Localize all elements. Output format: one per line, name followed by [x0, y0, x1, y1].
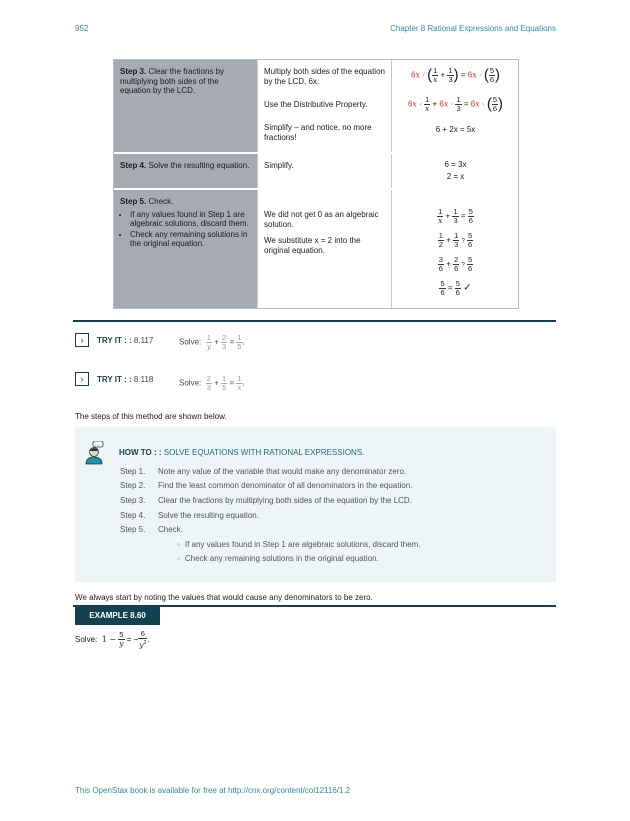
try-it-label-2: TRY IT : : 8.118	[97, 375, 154, 384]
step5-desc2: We substitute x = 2 into the original equation.	[264, 236, 361, 255]
try-it-problem-1: Solve: $\frac{1}{y}$ + $\frac{2}{3}$ = $\frac{1}{5}$ .	[179, 333, 245, 351]
step3-desc1: Multiply both sides of the equation by the LCD, 6x.	[264, 67, 385, 86]
step3-text: Clear the fractions by multiplying both sides of the equation by the LCD.	[120, 67, 225, 95]
chapter-title: Chapter 8 Rational Expressions and Equations	[390, 24, 556, 33]
try-it-label-1: TRY IT : : 8.117	[97, 336, 154, 345]
example-problem: Solve: 1 − $\frac{5}{y}$ = − $\frac{6}{y^2}$ .	[75, 629, 150, 650]
page-number: 952	[75, 24, 89, 33]
check-math2: $\frac{1}{2}$ + $\frac{1}{3}$ ? $\frac{5}{6}$	[438, 231, 473, 249]
how-to-bullet-1: ◦ If any values found in Step 1 are algebraic solutions, discard them.	[177, 540, 421, 549]
how-to-step-2: Step 2. Find the least common denominator of all denominators in the equation.	[120, 481, 413, 490]
step5-desc1: We did not get 0 as an algebraic solution.	[264, 210, 379, 229]
step4-desc: Simplify.	[264, 161, 294, 170]
step5-bullet-1: • If any values found in Step 1 are algebraic solutions, discard them.	[130, 210, 250, 229]
how-to-step-4: Step 4. Solve the resulting equation.	[120, 511, 259, 520]
step5-bullet-2: • Check any remaining solutions in the original equation.	[130, 230, 250, 249]
step3-label: Step 3.	[120, 67, 147, 76]
step3-desc3: Simplify – and notice, no more fractions!	[264, 123, 372, 142]
how-to-title: HOW TO : : SOLVE EQUATIONS WITH RATIONAL EXPRESSIONS.	[119, 448, 365, 457]
step4-label: Step 4.	[120, 161, 147, 170]
step3-math2: 6x · $\frac{1}{x}$ + 6x · $\frac{1}{3}$ = 6x · ( $\frac{5}{6}$ )	[407, 95, 504, 113]
step4-row	[114, 154, 518, 188]
step4-math2: 2 = x	[446, 172, 465, 181]
how-to-bullet-2: ◦ Check any remaining solutions in the original equation.	[177, 554, 379, 563]
step5-row	[114, 190, 518, 308]
step5-label: Step 5.	[120, 197, 147, 206]
check-math1: $\frac{1}{x}$ + $\frac{1}{3}$ = $\frac{5}{6}$	[438, 207, 473, 225]
step4-text: Solve the resulting equation.	[148, 161, 250, 170]
step3-desc2: Use the Distributive Property.	[264, 100, 368, 109]
check-math4: $\frac{5}{6}$ = $\frac{5}{6}$ ✓	[440, 279, 472, 297]
steps-table	[113, 59, 519, 309]
checkmark-icon: ✓	[463, 282, 472, 294]
step5-text: Check.	[148, 197, 174, 206]
section-divider	[73, 320, 556, 322]
step4-math1: 6 = 3x	[444, 160, 467, 169]
step3-math3: 6 + 2x = 5x	[435, 125, 476, 134]
person-icon	[84, 441, 104, 463]
example-badge: EXAMPLE 8.60	[75, 607, 160, 625]
how-to-step-5: Step 5. Check.	[120, 525, 183, 534]
footer: This OpenStax book is available for free at http://cnx.org/content/col12116/1.2	[75, 786, 351, 795]
how-to-step-1: Step 1. Note any value of the variable that would make any denominator zero.	[120, 467, 407, 476]
chevron-right-icon[interactable]: ›	[75, 372, 89, 386]
step3-math1: 6x · ( $\frac{1}{x}$ + $\frac{1}{3}$ ) = 6x · ( $\frac{5}{6}$ )	[411, 66, 500, 84]
svg-text:...: ...	[95, 442, 100, 448]
check-math3: $\frac{3}{6}$ + $\frac{2}{6}$ ? $\frac{5}{6}$	[438, 255, 473, 273]
step3-row	[114, 60, 518, 152]
chevron-right-icon[interactable]: ›	[75, 333, 89, 347]
try-it-problem-2: Solve: $\frac{2}{3}$ + $\frac{1}{5}$ = $\frac{1}{x}$ .	[179, 374, 245, 392]
how-to-step-3: Step 3. Clear the fractions by multiplying both sides of the equation by the LCD.	[120, 496, 412, 505]
intro-paragraph: The steps of this method are shown below.	[75, 412, 227, 421]
after-paragraph: We always start by noting the values that would cause any denominators to be zero.	[75, 593, 373, 602]
